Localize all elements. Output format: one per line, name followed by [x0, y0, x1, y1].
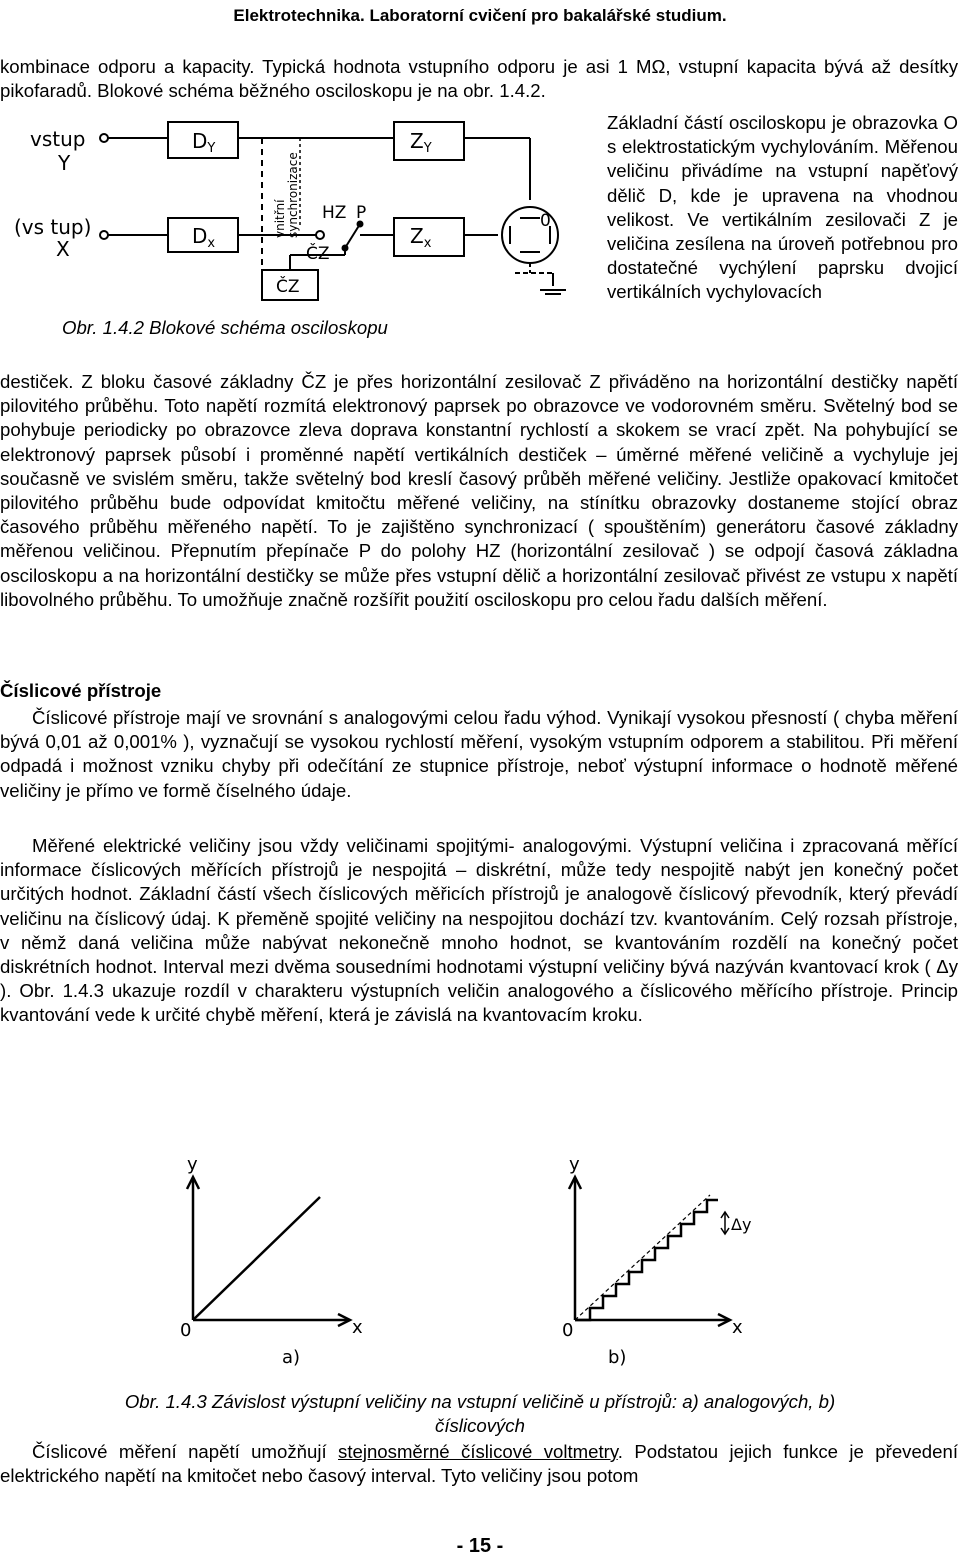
diagram-block-dy: $D_Y$: [192, 129, 216, 156]
graph-b-origin: 0: [562, 1320, 574, 1341]
figure2-caption-line2: číslicových: [435, 1415, 525, 1436]
diagram-label-vnitrni: vnitřní: [273, 199, 287, 238]
figure1-caption: Obr. 1.4.2 Blokové schéma osciloskopu: [62, 317, 388, 338]
section-paragraph-2: Měřené elektrické veličiny jsou vždy veličinami spojitými- analogovými. Výstupní veličina i zpracovaná měřící informace číslicových měřících přístrojů je nespojitá – diskrétní, může tedy nespojitě nabýt jen konečný počet určitých hodnot. Základní částí všech číslicových měřicích přístrojů je analogově číslicový převodník, který převádí veličinu na číslicový údaj. K přeměně spojité veličiny na nespojitou dochází tzv. kvantováním. Celý rozsah přístroje, v němž daná veličina může nabývat nekonečně mnoho hodnot, se kvantováním rozdělí na konečný počet diskrétních hodnot. Interval mezi dvěma sousedními hodnotami výstupní veličiny bývá nazýván kvantovací krok ( Δy ). Obr. 1.4.3 ukazuje rozdíl v charakteru výstupních veličin analogového a číslicového měřícího přístroje. Princip kvantování vede k určité chybě měření, která je závislá na kvantovacím kroku.: [0, 835, 958, 1026]
diagram-label-crt: 0: [540, 211, 551, 231]
section-paragraph-1: Číslicové přístroje mají ve srovnání s analogovými celou řadu výhod. Vynikají vysokou přesností ( chyba měření bývá 0,01 až 0,001% ), vyznačují se vysokou rychlostí měření, vysokým vstupním odporem a stabilitou. Při měření odpadá i možnost vzniku chyby při odečítání ze stupnice přístroje, neboť výstupní informace o hodnotě měřené veličiny je přímo ve formě číselného údaje.: [0, 707, 958, 801]
figure2-caption: [0, 1390, 960, 1438]
graph-a-origin: 0: [180, 1320, 192, 1341]
graph-a-x-label: x: [352, 1317, 363, 1338]
diagram-block-zy: $Z_Y$: [410, 129, 432, 156]
graph-b-step-label: Δy: [731, 1215, 752, 1234]
diagram-label-y: Y: [58, 151, 71, 175]
graph-b-y-label: y: [569, 1155, 580, 1175]
last-paragraph-start: Číslicové měření napětí umožňují: [32, 1441, 339, 1462]
figure2-graphs: [0, 1155, 960, 1370]
graph-b-label: b): [608, 1347, 627, 1368]
diagram-label-synchronizace: synchronizace: [286, 152, 300, 238]
page-number: - 15 -: [456, 1535, 504, 1557]
diagram-label-vstup-y: vstup: [30, 127, 86, 151]
page-header: Elektrotechnika. Laboratorní cvičení pro bakalářské studium.: [233, 6, 727, 25]
intro-paragraph: kombinace odporu a kapacity. Typická hodnota vstupního odporu je asi 1 MΩ, vstupní kapacita bývá až desítky pikofaradů. Blokové schéma běžného osciloskopu je na obr. 1.4.2.: [0, 56, 958, 102]
last-paragraph: [0, 1440, 958, 1488]
graph-b-x-label: x: [732, 1317, 743, 1338]
oscilloscope-block-diagram: [0, 108, 600, 308]
diagram-block-cz: ČZ: [276, 277, 300, 297]
body-paragraph: destiček. Z bloku časové základny ČZ je přes horizontální zesilovač Z přiváděno na horizontální destičky napětí pilovitého průběhu. Toto napětí rozmítá elektronový paprsek po obrazovce ve vodorovném směru. Světelný bod se pohybuje periodicky po obrazovce zleva doprava konstantní rychlostí a skokem se vrací zpět. Na pohybující se elektronový paprsek působí i proměnné napětí vertikálních destiček – úměrné měřené veličině a vychyluje jej současně ve svislém směru, takže světelný bod kreslí časový průběh měřené veličiny. Jestliže opakovací kmitočet pilovitého průběhu bude odpovídat kmitočtu měřené veličiny, na stínítku obrazovky dostaneme stojící obraz časového průběhu měřeného napětí. To je zajištěno synchronizací ( spouštěním) generátoru časové základny měřenou veličinou. Přepnutím přepínače P do polohy HZ (horizontální zesilovač ) se odpojí časová základna osciloskopu a na horizontální destičky se může přes vstupní dělič a horizontální zesilovač přivést ze vstupu x napětí libovolného průběhu. To umožňuje značně rozšířit použití osciloskopu pro celou řadu dalších měření.: [0, 371, 958, 610]
diagram-label-hz: HZ: [322, 203, 347, 223]
diagram-label-p: P: [356, 203, 367, 223]
diagram-label-x: X: [56, 237, 70, 261]
section-heading: Číslicové přístroje: [0, 680, 162, 701]
right-column-text: Základní částí osciloskopu je obrazovka O s elektrostatickým vychylováním. Měřenou veličinu přivádíme na vstupní napěťový dělič D, kde je upravena na vhodnou velikost. Ve vertikálním zesilovači Z je veličina zesílena na úroveň potřebnou pro dostatečné vychýlení paprsku dvojicí vertikálních vychylovacích: [607, 112, 958, 303]
graph-a-label: a): [282, 1347, 301, 1368]
voltmeter-link[interactable]: stejnosměrné číslicové voltmetry: [338, 1441, 618, 1462]
diagram-block-zx: $Z_x$: [410, 224, 432, 251]
diagram-label-vstup-x: (vs tup): [14, 215, 92, 239]
graph-a-y-label: y: [187, 1155, 198, 1175]
last-paragraph-end: . Podstatou jejich funkce je převedení elektrického napětí na kmitočet nebo časový interval. Tyto veličiny jsou potom: [0, 1441, 958, 1487]
diagram-block-dx: $D_x$: [192, 224, 216, 251]
figure2-caption-line1: Obr. 1.4.3 Závislost výstupní veličiny na vstupní veličině u přístrojů: a) analogových, b): [124, 1391, 836, 1412]
diagram-label-cz-switch: ČZ: [306, 244, 330, 264]
